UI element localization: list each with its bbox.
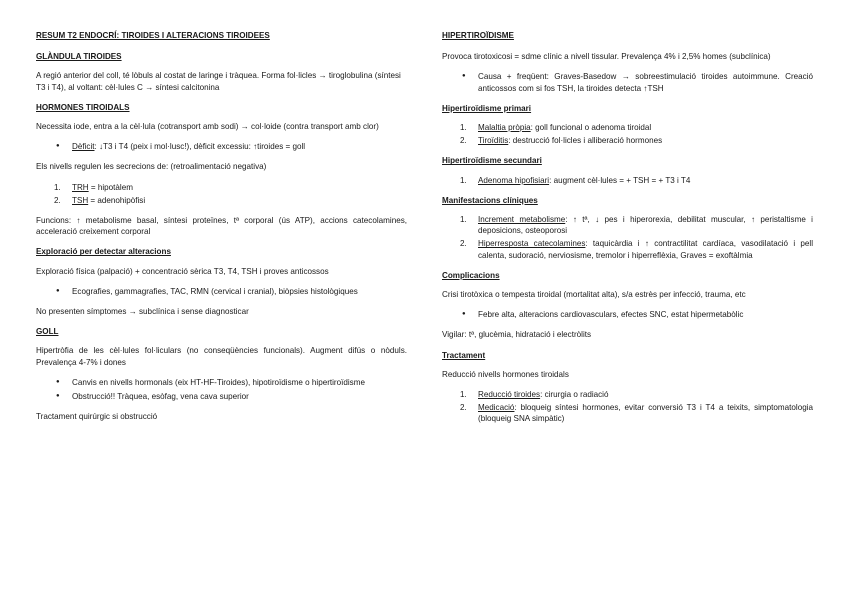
list-item (442, 238, 813, 260)
list-label: Reducció tiroides (478, 390, 541, 400)
list-number: 1. (460, 175, 467, 185)
list-item (36, 195, 407, 206)
document-title: RESUM T2 ENDOCRÍ: TIROIDES I ALTERACIONS TIROIDEES (36, 31, 270, 40)
numbered-list-secundari (442, 175, 813, 186)
numbered-list-primari (442, 122, 813, 146)
paragraph-tractament: Reducció nivells hormones tiroidals (442, 369, 569, 379)
paragraph-goll-1: Hipertròfia de les cèl·lules fol·liculars (no conseqüències funcionals). Augment difús o nòduls. Prevalença 4-7% i dones (36, 346, 407, 367)
deficit-label: Dèficit (72, 142, 95, 152)
paragraph-hormones-2: Els nivells regulen les secrecions de: (retroalimentació negativa) (36, 162, 267, 172)
list-label: Hiperresposta catecolamines (478, 239, 586, 249)
list-item (442, 214, 813, 236)
paragraph-funcions: Funcions: ↑ metabolisme basal, síntesi proteïnes, tª corporal (ús ATP), accions catecolamines, acceleració creixement corporal (36, 216, 407, 237)
list-item (442, 135, 813, 146)
paragraph-complicacions: Crisi tirotòxica o tempesta tiroidal (mortalitat alta), s/a estrès per infecció, trauma, etc (442, 290, 746, 300)
list-item: ● Febre alta, alteracions cardiovasculars, efectes SNC, estat hipermetabòlic (442, 309, 813, 320)
heading-tractament: Tractament (442, 350, 486, 360)
list-label: Medicació (478, 403, 515, 413)
list-label: TSH (72, 195, 89, 205)
list-text: : destrucció fol·licles i alliberació hormones (508, 136, 663, 146)
heading-primari: Hipertiroïdisme primari (442, 103, 532, 113)
heading-complicacions: Complicacions (442, 270, 500, 280)
list-number: 2. (460, 239, 467, 249)
list-text: : goll funcional o adenoma tiroidal (530, 123, 652, 133)
list-number: 1. (460, 123, 467, 133)
list-item (442, 122, 813, 133)
list-text: = hipotàlem (88, 182, 133, 192)
paragraph-hipertiroidisme: Provoca tirotoxicosi = sdme clínic a nivell tissular. Prevalença 4% i 2,5% homes (subclínica) (442, 52, 771, 62)
numbered-list-secrecions (36, 182, 407, 206)
list-item: ● Obstrucció!! Tràquea, esòfag, vena cava superior (36, 391, 407, 402)
list-text: : taquicàrdia i ↑ contractilitat cardíaca, vasodilatació i pell calenta, sudoració, nerviosisme, tremolor i hiperreflèxia, Graves = exoftàlmia (478, 239, 813, 260)
list-item (36, 182, 407, 193)
heading-glandula: GLÀNDULA TIROIDES (36, 52, 122, 62)
heading-hipertiroidisme: HIPERTIROÏDISME (442, 31, 514, 40)
list-item (442, 175, 813, 186)
list-text: : cirurgia o radiació (540, 390, 609, 400)
heading-manifestacions: Manifestacions clíniques (442, 195, 538, 205)
list-number: 2. (54, 195, 61, 205)
list-text: : bloqueig síntesi hormones, evitar conversió T3 i T4 a teixits, simptomatologia (bloqueig SNA simpàtic) (478, 403, 813, 424)
bullet-list-exploracio (36, 286, 407, 297)
list-item (442, 389, 813, 400)
paragraph-hormones-1: Necessita iode, entra a la cèl·lula (cotransport amb sodi) → col·loide (contra transport amb clor) (36, 122, 379, 132)
right-column (442, 30, 813, 434)
list-text: : ↑ tª, ↓ pes i hiperorexia, debilitat muscular, ↑ peristaltisme i deposicions, osteoporosi (478, 215, 813, 236)
heading-secundari: Hipertiroïdisme secundari (442, 156, 542, 166)
left-column (36, 30, 407, 431)
list-text: = adenohipòfisi (88, 195, 146, 205)
paragraph-exploracio-1: Exploració física (palpació) + concentració sèrica T3, T4, TSH i proves anticossos (36, 266, 329, 276)
heading-goll: GOLL (36, 327, 59, 337)
paragraph-glandula: A regió anterior del coll, té lòbuls al costat de laringe i tràquea. Forma fol·licles → tiroglobulina (síntesi T3 i T4), al voltant: cèl·lules C → síntesi calcitonina (36, 71, 401, 92)
list-item: ● Ecografies, gammagrafies, TAC, RMN (cervical i cranial), biòpsies histològiques (36, 286, 407, 297)
bullet-list-complicacions (442, 309, 813, 320)
list-item: ● Canvis en nivells hormonals (eix HT-HF-Tiroides), hipotiroïdisme o hipertiroïdisme (36, 377, 407, 388)
list-item: ● Causa + freqüent: Graves-Basedow → sobreestimulació tiroides autoimmune. Creació anticossos com si fos TSH, la tiroides detecta ↑TSH (442, 71, 813, 93)
bullet-list-goll (36, 377, 407, 402)
list-label: TRH (72, 182, 89, 192)
paragraph-vigilar: Vigilar: tª, glucèmia, hidratació i electròlits (442, 330, 592, 340)
paragraph-exploracio-2: No presenten símptomes → subclínica i sense diagnosticar (36, 307, 249, 317)
list-number: 2. (460, 403, 467, 413)
list-number: 2. (460, 136, 467, 146)
list-number: 1. (460, 390, 467, 400)
list-label: Increment metabolisme (478, 215, 566, 225)
list-item (442, 402, 813, 424)
list-label: Tiroïditis (478, 136, 509, 146)
numbered-list-tractament (442, 389, 813, 425)
deficit-text: : ↓T3 i T4 (peix i mol·lusc!), dèficit excessiu: ↑tiroides = goll (94, 142, 306, 152)
list-number: 1. (54, 182, 61, 192)
paragraph-goll-2: Tractament quirúrgic si obstrucció (36, 412, 158, 422)
list-label: Malaltia pròpia (478, 123, 531, 133)
list-number: 1. (460, 215, 467, 225)
list-text: : augment cèl·lules = + TSH = + T3 i T4 (549, 175, 691, 185)
bullet-list-causa (442, 71, 813, 93)
heading-exploracio: Exploració per detectar alteracions (36, 247, 171, 257)
bullet-list-deficit (36, 141, 407, 152)
list-label: Adenoma hipofisiari (478, 175, 550, 185)
numbered-list-manifestacions (442, 214, 813, 261)
list-item (36, 141, 407, 152)
heading-hormones: HORMONES TIROIDALS (36, 102, 130, 112)
